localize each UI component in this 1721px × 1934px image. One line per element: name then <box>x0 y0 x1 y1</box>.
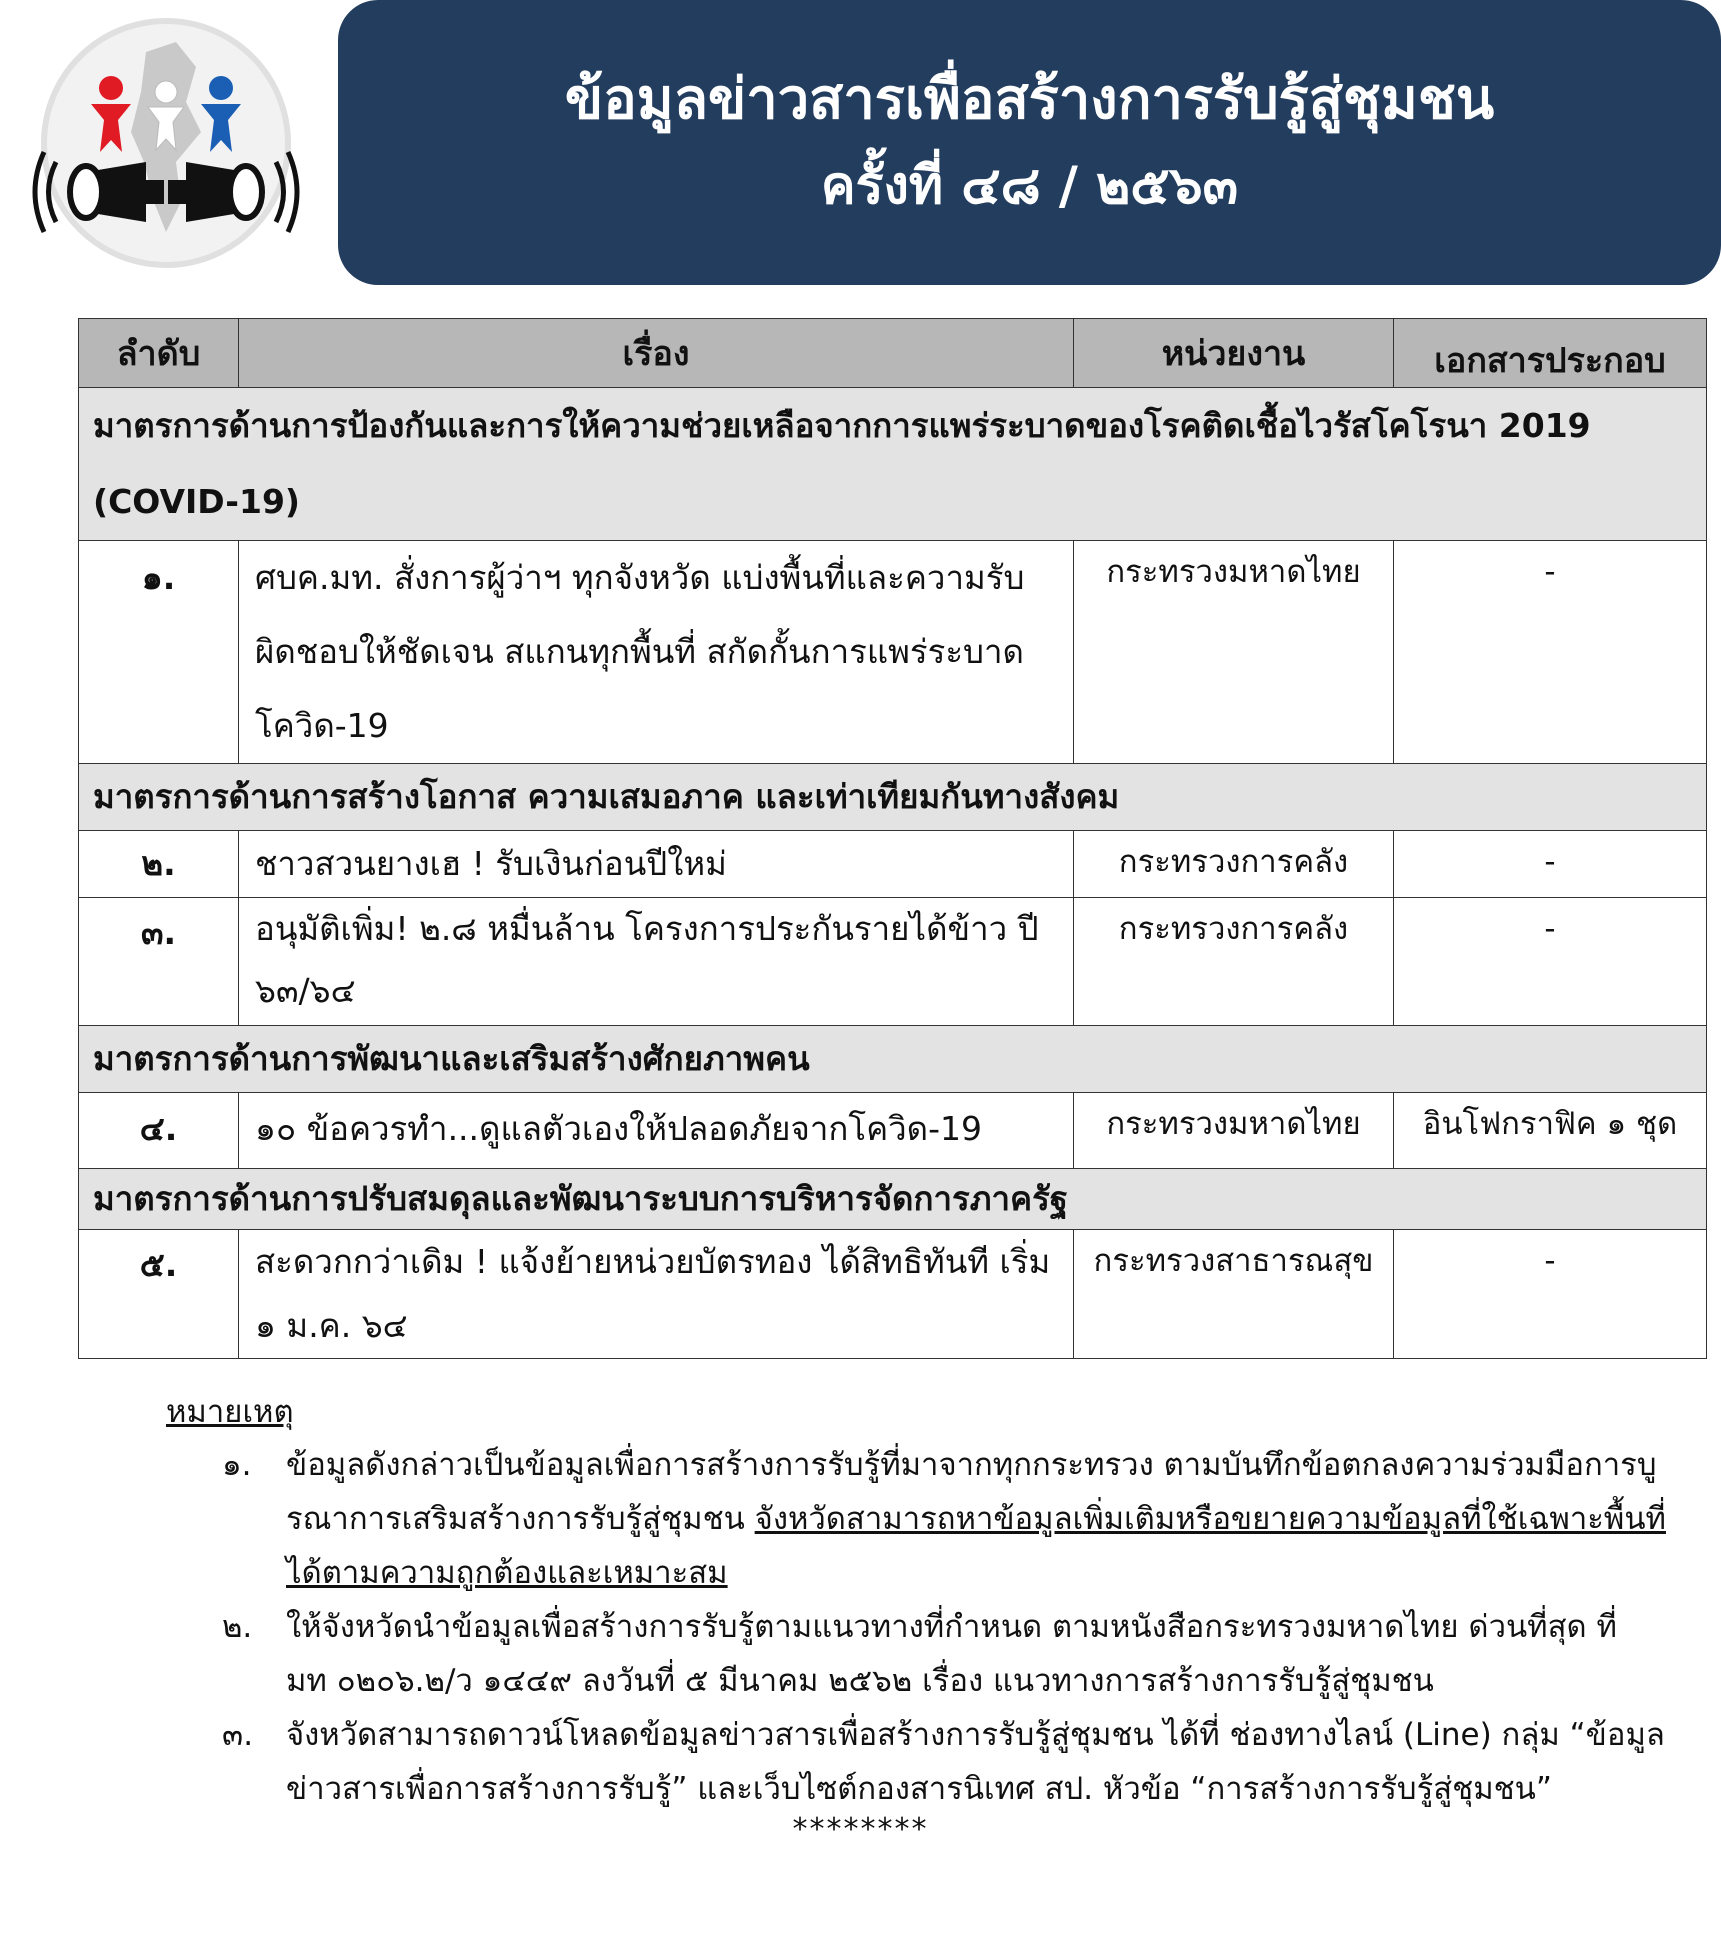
note-text <box>286 1438 1666 1600</box>
note-text: จังหวัดสามารถดาวน์โหลดข้อมูลข่าวสารเพื่อสร้างการรับรู้สู่ชุมชน ได้ที่ ช่องทางไลน์ (Line) กลุ่ม “ข้อมูลข่าวสารเพื่อการสร้างการรับรู้” และเว็บไซต์กองสารนิเทศ สป. หัวข้อ “การสร้างการรับรู้สู่ชุมชน” <box>286 1717 1665 1807</box>
section-title: มาตรการด้านการปรับสมดุลและพัฒนาระบบการบริหารจัดการภาครัฐ <box>79 1169 1707 1230</box>
note-text-underlined: จังหวัดสามารถหาข้อมูลเพิ่มเติมหรือขยายความข้อมูลที่ใช้เฉพาะพื้นที่ได้ตามความถูกต้องและเหมาะสม <box>286 1501 1666 1591</box>
row-agency: กระทรวงสาธารณสุข <box>1074 1230 1394 1359</box>
row-topic: สะดวกกว่าเดิม ! แจ้งย้ายหน่วยบัตรทอง ได้สิทธิทันที เริ่ม ๑ ม.ค. ๖๔ <box>239 1230 1074 1359</box>
column-header-topic: เรื่อง <box>239 319 1074 388</box>
note-item <box>166 1438 1666 1600</box>
end-mark: ******** <box>792 1812 929 1847</box>
row-number: ๔. <box>79 1093 239 1169</box>
section-row <box>79 764 1707 831</box>
table-row <box>79 831 1707 898</box>
row-topic: ๑๐ ข้อควรทำ...ดูแลตัวเองให้ปลอดภัยจากโควิด-19 <box>239 1093 1074 1169</box>
column-header-attachment: เอกสารประกอบ <box>1394 319 1707 388</box>
column-header-order: ลำดับ <box>79 319 239 388</box>
row-number: ๒. <box>79 831 239 898</box>
table-header-row <box>79 319 1707 388</box>
row-attachment: อินโฟกราฟิค ๑ ชุด <box>1394 1093 1707 1169</box>
row-agency: กระทรวงมหาดไทย <box>1074 1093 1394 1169</box>
table-row <box>79 898 1707 1026</box>
row-topic: อนุมัติเพิ่ม! ๒.๘ หมื่นล้าน โครงการประกันรายได้ข้าว ปี ๖๓/๖๔ <box>239 898 1074 1026</box>
note-item <box>166 1600 1666 1708</box>
row-number: ๕. <box>79 1230 239 1359</box>
column-header-agency: หน่วยงาน <box>1074 319 1394 388</box>
table-row <box>79 1093 1707 1169</box>
row-number: ๓. <box>79 898 239 1026</box>
table-row <box>79 541 1707 764</box>
section-row <box>79 1026 1707 1093</box>
row-topic: ศบค.มท. สั่งการผู้ว่าฯ ทุกจังหวัด แบ่งพื้นที่และความรับผิดชอบให้ชัดเจน สแกนทุกพื้นที่ สกัดกั้นการแพร่ระบาดโควิด-19 <box>239 541 1074 764</box>
community-megaphone-logo-icon <box>26 12 306 274</box>
row-agency: กระทรวงการคลัง <box>1074 898 1394 1026</box>
note-number: ๑. <box>222 1447 252 1483</box>
notes-section <box>166 1386 1666 1816</box>
section-title: มาตรการด้านการป้องกันและการให้ความช่วยเหลือจากการแพร่ระบาดของโรคติดเชื้อไวรัสโคโรนา 2019 (COVID-19) <box>79 388 1707 541</box>
note-number: ๓. <box>222 1717 254 1753</box>
row-attachment: - <box>1394 898 1707 1026</box>
table-row <box>79 1230 1707 1359</box>
info-table <box>78 318 1707 1359</box>
page-subtitle: ครั้งที่ ๔๘ / ๒๕๖๓ <box>820 155 1239 216</box>
section-row <box>79 1169 1707 1230</box>
row-topic: ชาวสวนยางเฮ ! รับเงินก่อนปีใหม่ <box>239 831 1074 898</box>
section-title: มาตรการด้านการสร้างโอกาส ความเสมอภาค และเท่าเทียมกันทางสังคม <box>79 764 1707 831</box>
note-item <box>166 1708 1666 1816</box>
title-banner <box>338 0 1721 285</box>
note-text-plain: ข้อมูลดังกล่าวเป็นข้อมูลเพื่อการสร้างการรับรู้ที่มาจากทุกกระทรวง ตามบันทึกข้อตกลงความร่วมมือการบูรณาการเสริมสร้างการรับรู้สู่ชุมชน <box>286 1447 1657 1537</box>
row-number: ๑. <box>79 541 239 764</box>
row-agency: กระทรวงการคลัง <box>1074 831 1394 898</box>
note-number: ๒. <box>222 1609 253 1645</box>
notes-heading: หมายเหตุ <box>166 1394 294 1430</box>
note-text: ให้จังหวัดนำข้อมูลเพื่อสร้างการรับรู้ตามแนวทางที่กำหนด ตามหนังสือกระทรวงมหาดไทย ด่วนที่สุด ที่ มท ๐๒๐๖.๒/ว ๑๔๔๙ ลงวันที่ ๕ มีนาคม ๒๕๖๒ เรื่อง แนวทางการสร้างการรับรู้สู่ชุมชน <box>286 1609 1617 1699</box>
row-attachment: - <box>1394 1230 1707 1359</box>
row-attachment: - <box>1394 831 1707 898</box>
page-title: ข้อมูลข่าวสารเพื่อสร้างการรับรู้สู่ชุมชน <box>564 66 1495 132</box>
section-row <box>79 388 1707 541</box>
row-agency: กระทรวงมหาดไทย <box>1074 541 1394 764</box>
section-title: มาตรการด้านการพัฒนาและเสริมสร้างศักยภาพคน <box>79 1026 1707 1093</box>
row-attachment: - <box>1394 541 1707 764</box>
